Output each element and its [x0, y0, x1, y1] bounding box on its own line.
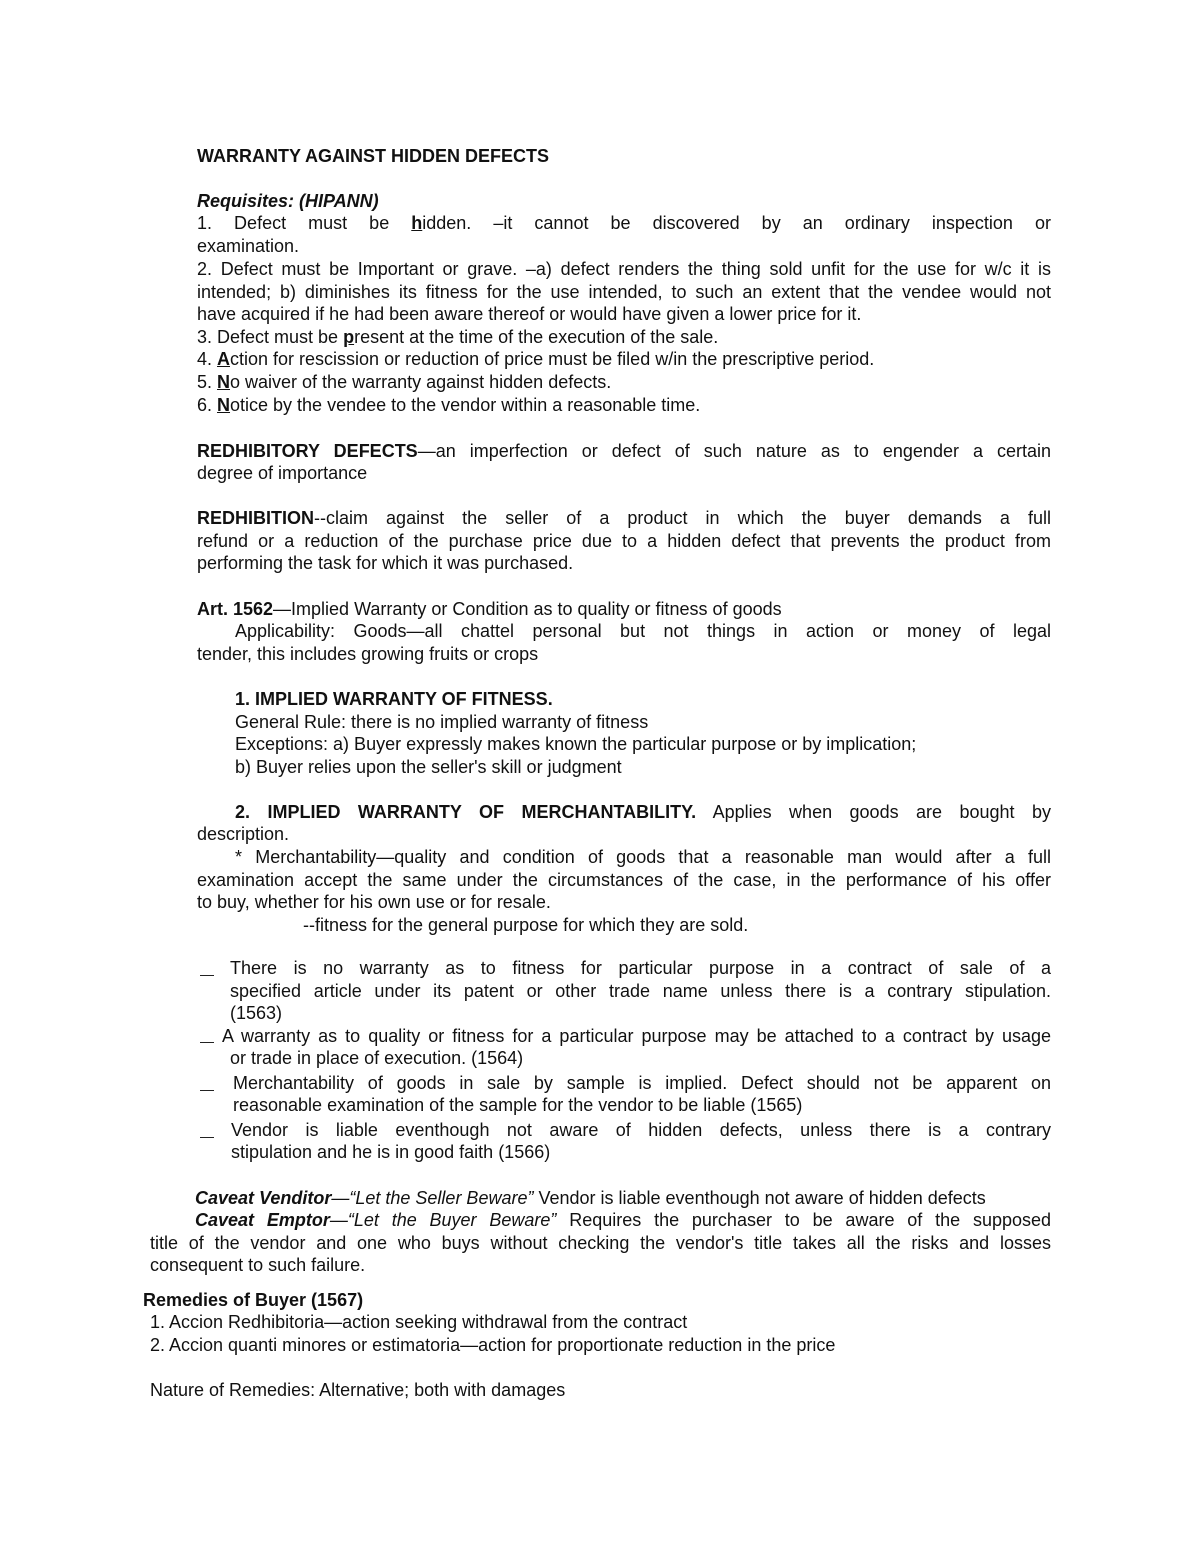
requisite-item-1: 1. Defect must be hidden. –it cannot be discovered by an ordinary inspection or — [197, 213, 1051, 233]
art-1562-applicability-cont: tender, this includes growing fruits or crops — [197, 644, 539, 664]
bullet-item-1566-cont: stipulation and he is in good faith (1566) — [231, 1142, 551, 1162]
fitness-exceptions: Exceptions: a) Buyer expressly makes known the particular purpose or by implication; — [235, 734, 917, 754]
requisite-item-4: 4. Action for rescission or reduction of price must be filed w/in the prescriptive period. — [197, 349, 875, 369]
bullet-item-1564: A warranty as to quality or fitness for a particular purpose may be attached to a contract by usage — [222, 1026, 1051, 1046]
art-1562-heading: Art. 1562—Implied Warranty or Condition as to quality or fitness of goods — [197, 599, 782, 619]
merchantability-definition-cont: examination accept the same under the circumstances of the case, in the performance of his offer — [197, 870, 1051, 890]
bullet-item-1563-cont2: (1563) — [230, 1003, 283, 1023]
requisite-item-3: 3. Defect must be present at the time of the execution of the sale. — [197, 327, 719, 347]
redhibition-cont2: performing the task for which it was purchased. — [197, 553, 574, 573]
requisite-item-2: 2. Defect must be Important or grave. –a) defect renders the thing sold unfit for the use for w/c it is — [197, 259, 1051, 279]
merchantability-heading: 2. IMPLIED WARRANTY OF MERCHANTABILITY. Applies when goods are bought by — [235, 802, 1051, 822]
requisite-item-1-cont: examination. — [197, 236, 300, 256]
caveat-venditor: Caveat Venditor—“Let the Seller Beware” Vendor is liable eventhough not aware of hidden defects — [195, 1188, 986, 1208]
fitness-general-rule: General Rule: there is no implied warranty of fitness — [235, 712, 649, 732]
merchantability-cont: description. — [197, 824, 290, 844]
remedy-item-1: 1. Accion Redhibitoria—action seeking withdrawal from the contract — [150, 1312, 688, 1332]
remedy-item-2: 2. Accion quanti minores or estimatoria—action for proportionate reduction in the price — [150, 1335, 836, 1355]
caveat-emptor: Caveat Emptor—“Let the Buyer Beware” Requires the purchaser to be aware of the supposed — [195, 1210, 1052, 1230]
redhibitory-defects-definition: REDHIBITORY DEFECTS—an imperfection or defect of such nature as to engender a certain — [197, 441, 1051, 461]
fitness-exceptions-cont: b) Buyer relies upon the seller's skill or judgment — [235, 757, 622, 777]
bullet-marker — [200, 1137, 214, 1138]
redhibitory-defects-cont: degree of importance — [197, 463, 368, 483]
requisite-item-2-cont2: have acquired if he had been aware thereof or would have given a lower price for it. — [197, 304, 862, 324]
bullet-item-1565-cont: reasonable examination of the sample for the vendor to be liable (1565) — [233, 1095, 803, 1115]
requisite-item-2-cont: intended; b) diminishes its fitness for the use intended, to such an extent that the vendee would not — [197, 282, 1051, 302]
bullet-marker — [200, 1090, 214, 1091]
redhibition-cont: refund or a reduction of the purchase price due to a hidden defect that prevents the product from — [197, 531, 1051, 551]
remedies-heading: Remedies of Buyer (1567) — [143, 1290, 364, 1310]
requisite-item-6: 6. Notice by the vendee to the vendor within a reasonable time. — [197, 395, 701, 415]
bullet-item-1563: There is no warranty as to fitness for particular purpose in a contract of sale of a — [230, 958, 1051, 978]
merchantability-fitness-general: --fitness for the general purpose for which they are sold. — [303, 915, 749, 935]
fitness-heading: 1. IMPLIED WARRANTY OF FITNESS. — [235, 689, 553, 709]
bullet-item-1566: Vendor is liable eventhough not aware of hidden defects, unless there is a contrary — [231, 1120, 1051, 1140]
caveat-emptor-cont: title of the vendor and one who buys without checking the vendor's title takes all the risks and losses — [150, 1233, 1051, 1253]
page-title: WARRANTY AGAINST HIDDEN DEFECTS — [197, 146, 550, 166]
caveat-emptor-cont2: consequent to such failure. — [150, 1255, 366, 1275]
requisites-heading: Requisites: (HIPANN) — [197, 191, 379, 211]
merchantability-definition: * Merchantability—quality and condition of goods that a reasonable man would after a full — [235, 847, 1051, 867]
redhibition-definition: REDHIBITION--claim against the seller of a product in which the buyer demands a full — [197, 508, 1051, 528]
bullet-item-1563-cont: specified article under its patent or other trade name unless there is a contrary stipulation. — [230, 981, 1051, 1001]
bullet-marker — [200, 1042, 214, 1043]
merchantability-definition-cont2: to buy, whether for his own use or for resale. — [197, 892, 551, 912]
bullet-marker — [200, 975, 214, 976]
art-1562-applicability: Applicability: Goods—all chattel personal but not things in action or money of legal — [235, 621, 1051, 641]
bullet-item-1565: Merchantability of goods in sale by sample is implied. Defect should not be apparent on — [233, 1073, 1051, 1093]
remedies-nature: Nature of Remedies: Alternative; both with damages — [150, 1380, 566, 1400]
requisite-item-5: 5. No waiver of the warranty against hidden defects. — [197, 372, 612, 392]
bullet-item-1564-cont: or trade in place of execution. (1564) — [230, 1048, 524, 1068]
